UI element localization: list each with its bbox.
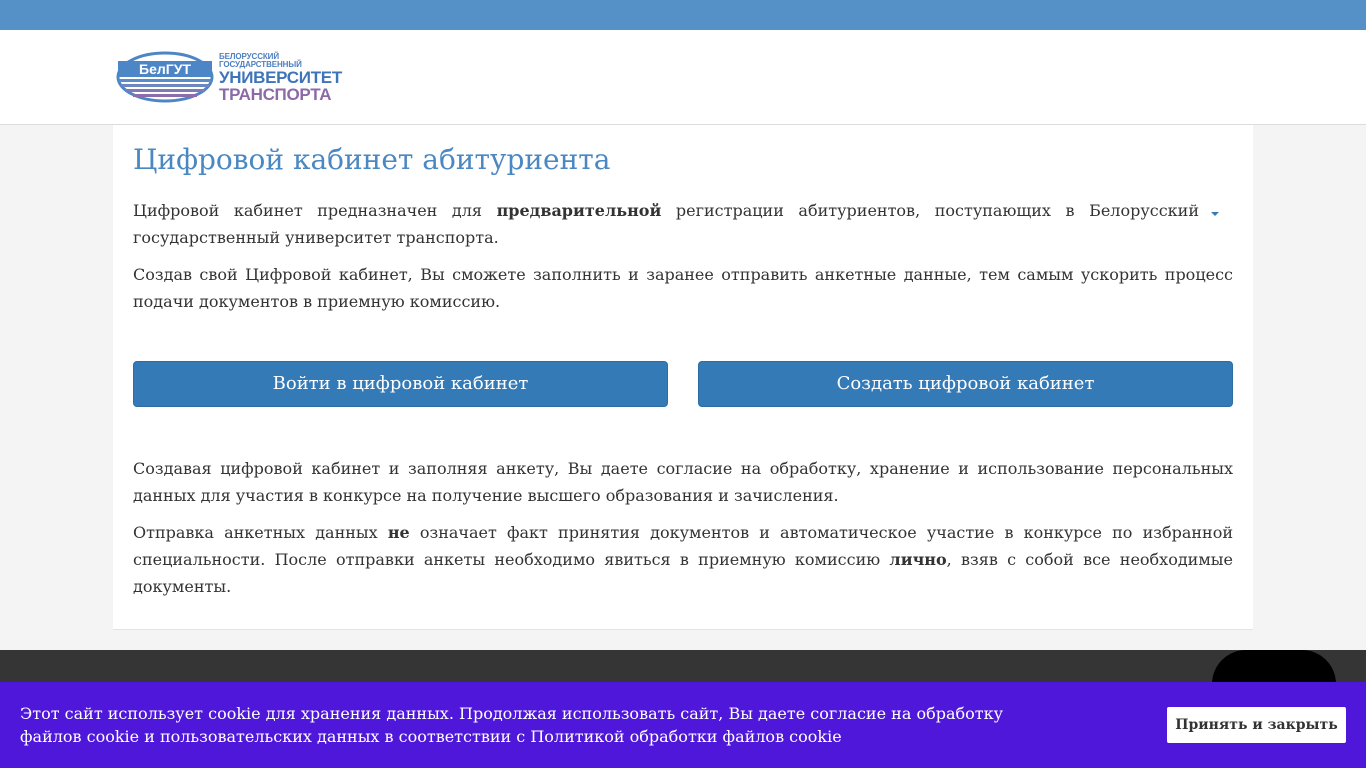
redaction-blob xyxy=(1212,650,1336,684)
logo-line-2: ГОСУДАРСТВЕННЫЙ xyxy=(219,60,302,69)
create-cabinet-button[interactable]: Создать цифровой кабинет xyxy=(698,361,1233,407)
logo-line-1: БЕЛОРУССКИЙ xyxy=(219,52,279,61)
notice-text-middle: означает факт принятия документов и автоматическое участие в конкурсе по избранной специальности. После отправки анкеты необходимо явиться в приемную комиссию xyxy=(133,523,1233,569)
main-card xyxy=(113,125,1253,630)
logo-wordmark xyxy=(219,53,342,103)
cookie-message xyxy=(20,702,1020,748)
intro-text-end: регистрации абитуриентов, поступающих в Белорусский государственный университет транспорта. xyxy=(133,201,1199,247)
intro-bold-word: предварительной xyxy=(496,201,662,220)
notice-paragraph xyxy=(133,519,1233,600)
cookie-text: Этот сайт использует cookie для хранения данных. Продолжая использовать сайт, Вы даете согласие на обработку файлов cookie и пользовательских данных в соответствии с xyxy=(20,704,1004,746)
accept-cookie-button[interactable]: Принять и закрыть xyxy=(1167,707,1346,743)
logo-line-4: ТРАНСПОРТА xyxy=(219,85,332,104)
caret-down-icon[interactable] xyxy=(1211,212,1219,216)
cookie-policy-link[interactable]: Политикой обработки файлов cookie xyxy=(530,727,842,746)
notice-text-start: Отправка анкетных данных xyxy=(133,523,388,542)
intro-text-start: Цифровой кабинет предназначен для xyxy=(133,201,497,220)
cookie-banner xyxy=(0,682,1366,768)
svg-text:БелГУТ: БелГУТ xyxy=(139,61,191,77)
top-bar xyxy=(0,0,1366,30)
notice-bold-personally: лично xyxy=(889,550,947,569)
intro-paragraph xyxy=(133,197,1199,251)
notice-text-end: , взяв с собой все необходимые документы. xyxy=(133,550,1233,596)
notice-bold-not: не xyxy=(387,523,410,542)
consent-paragraph: Создавая цифровой кабинет и заполняя анкету, Вы даете согласие на обработку, хранение и использование персональных данных для участия в конкурсе на получение высшего образования и зачисления. xyxy=(133,459,1233,505)
login-button[interactable]: Войти в цифровой кабинет xyxy=(133,361,668,407)
page-title: Цифровой кабинет абитуриента xyxy=(133,143,611,176)
university-logo[interactable] xyxy=(116,50,346,104)
site-header xyxy=(0,30,1366,125)
benefit-paragraph: Создав свой Цифровой кабинет, Вы сможете заполнить и заранее отправить анкетные данные, тем самым ускорить процесс подачи документов в приемную комиссию. xyxy=(133,265,1233,311)
logo-mark-icon xyxy=(116,50,216,104)
logo-line-3: УНИВЕРСИТЕТ xyxy=(219,68,342,87)
